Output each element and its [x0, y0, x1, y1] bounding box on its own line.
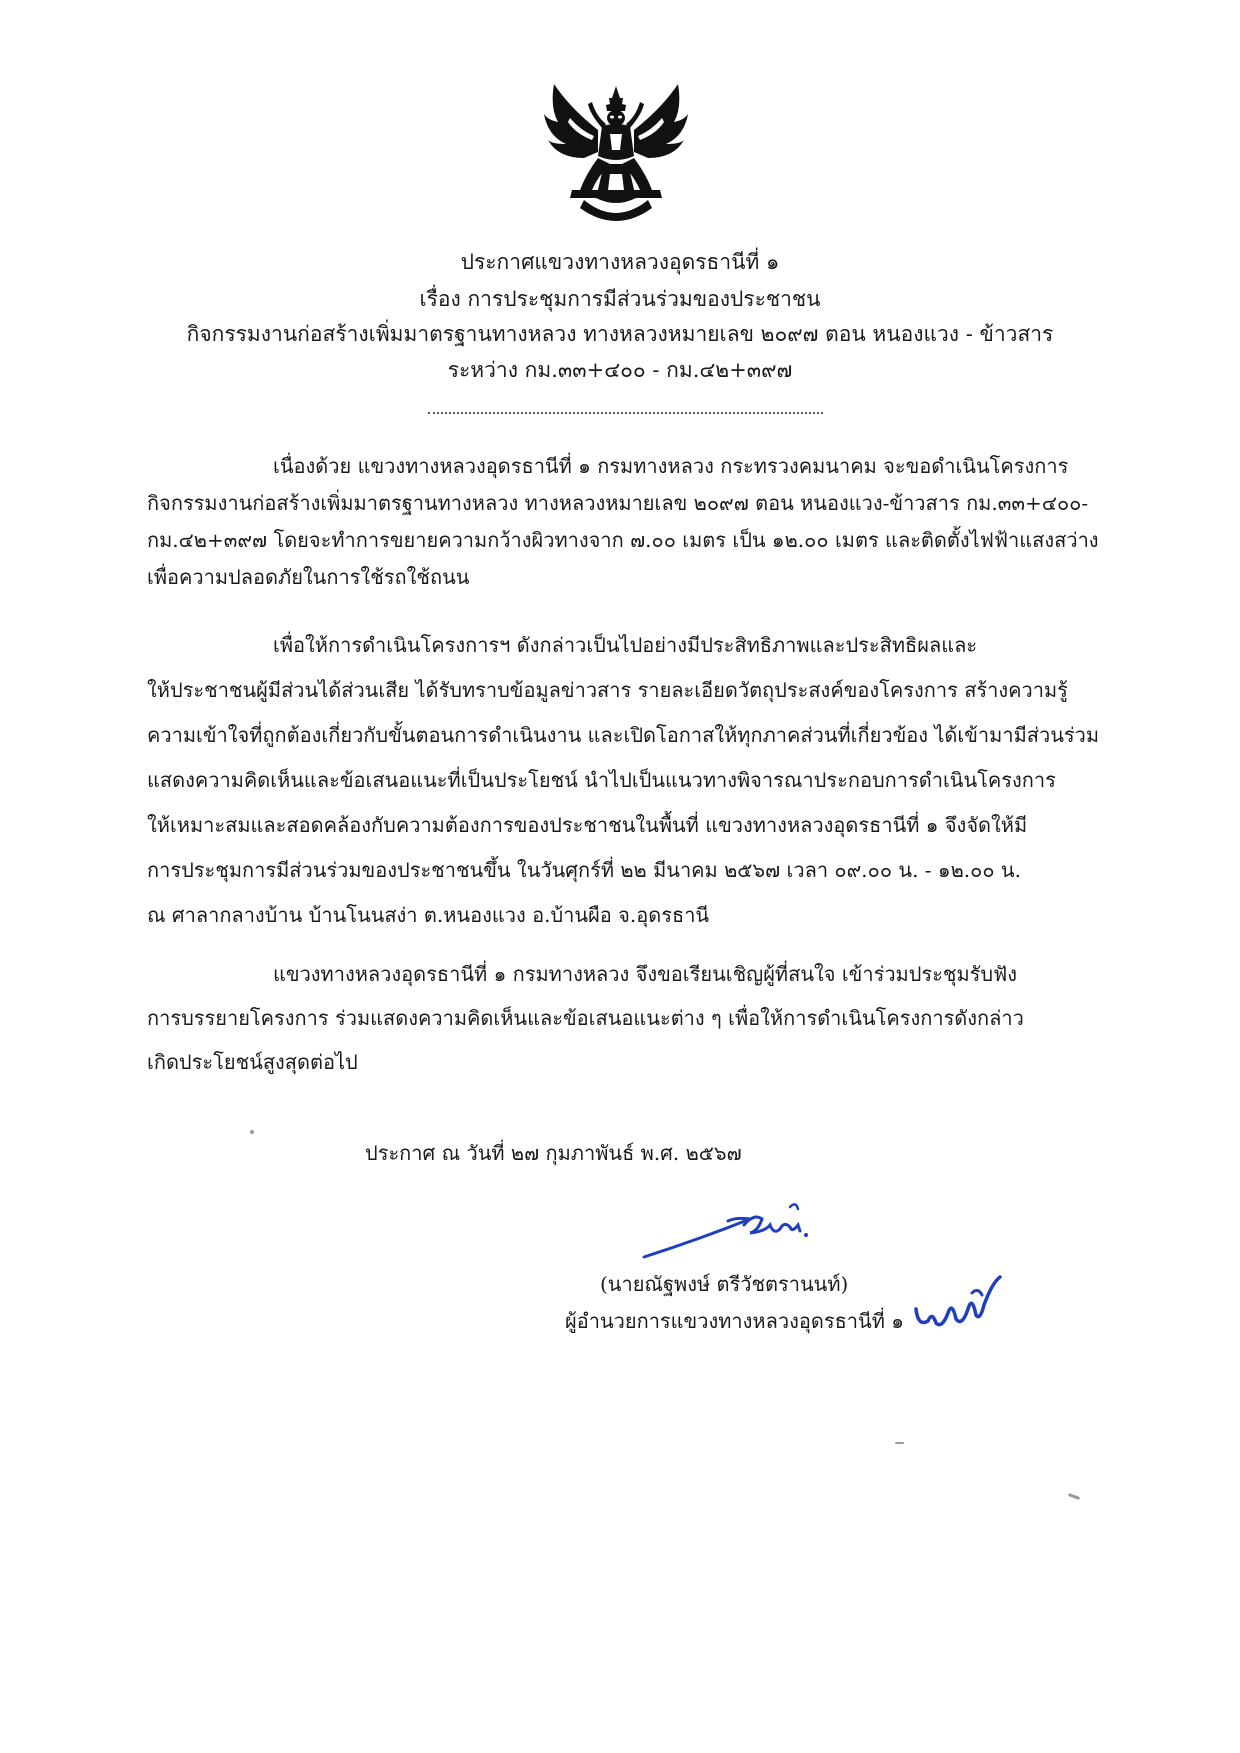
- signature-icon: [640, 1195, 870, 1265]
- paragraph-1: [147, 448, 1115, 596]
- paragraph-2: [147, 623, 1115, 938]
- garuda-emblem-icon: [540, 78, 692, 230]
- paragraph-line: ให้เหมาะสมและสอดคล้องกับความต้องการของประชาชนในพื้นที่ แขวงทางหลวงอุดรธานีที่ ๑ จึงจัดให้มี: [147, 813, 1028, 837]
- paragraph-line: การบรรยายโครงการ ร่วมแสดงความคิดเห็นและข้อเสนอแนะต่าง ๆ เพื่อให้การดำเนินโครงการดังกล่าว: [147, 1006, 1024, 1030]
- scan-speck: [1068, 1493, 1080, 1500]
- paragraph-3: [147, 952, 1115, 1084]
- scan-speck: [895, 1442, 904, 1444]
- announcement-date: ประกาศ ณ วันที่ ๒๗ กุมภาพันธ์ พ.ศ. ๒๕๖๗: [365, 1141, 742, 1165]
- paragraph-line: เพื่อความปลอดภัยในการใช้รถใช้ถนน: [147, 565, 470, 589]
- header-project: กิจกรรมงานก่อสร้างเพิ่มมาตรฐานทางหลวง ทางหลวงหมายเลข ๒๐๙๗ ตอน หนองแวง - ข้าวสาร: [186, 322, 1054, 346]
- paragraph-line: เกิดประโยชน์สูงสุดต่อไป: [147, 1050, 358, 1074]
- initials-icon: [912, 1275, 1007, 1335]
- header-divider: [428, 412, 823, 414]
- paragraph-line: การประชุมการมีส่วนร่วมของประชาชนขึ้น ในวันศุกร์ที่ ๒๒ มีนาคม ๒๕๖๗ เวลา ๐๙.๐๐ น. - ๑๒.๐๐ น.: [147, 858, 1021, 882]
- paragraph-line: เพื่อให้การดำเนินโครงการฯ ดังกล่าวเป็นไปอย่างมีประสิทธิภาพและประสิทธิผลและ: [273, 633, 978, 657]
- paragraph-line: ณ ศาลากลางบ้าน บ้านโนนสง่า ต.หนองแวง อ.บ้านผือ จ.อุดรธานี: [147, 903, 710, 927]
- signatory-position: ผู้อำนวยการแขวงทางหลวงอุดรธานีที่ ๑: [565, 1309, 904, 1333]
- header-title: ประกาศแขวงทางหลวงอุดรธานีที่ ๑: [460, 250, 780, 274]
- paragraph-line: ให้ประชาชนผู้มีส่วนได้ส่วนเสีย ได้รับทราบข้อมูลข่าวสาร รายละเอียดวัตถุประสงค์ของโครงการ สร้างความรู้: [147, 678, 1068, 702]
- header-subject: เรื่อง การประชุมการมีส่วนร่วมของประชาชน: [419, 287, 821, 311]
- header-range: ระหว่าง กม.๓๓+๔๐๐ - กม.๔๒+๓๙๗: [447, 358, 793, 382]
- paragraph-line: แสดงความคิดเห็นและข้อเสนอแนะที่เป็นประโยชน์ นำไปเป็นแนวทางพิจารณาประกอบการดำเนินโครงการ: [147, 768, 1056, 792]
- signatory-name: (นายณัฐพงษ์ ตรีวัชตรานนท์): [600, 1272, 849, 1296]
- paragraph-line: แขวงทางหลวงอุดรธานีที่ ๑ กรมทางหลวง จึงขอเรียนเชิญผู้ที่สนใจ เข้าร่วมประชุมรับฟัง: [273, 962, 1018, 986]
- paragraph-line: ความเข้าใจที่ถูกต้องเกี่ยวกับขั้นตอนการดำเนินงาน และเปิดโอกาสให้ทุกภาคส่วนที่เกี่ยวข้อง ได้เข้ามามีส่วนร่วม: [147, 723, 1100, 747]
- scan-speck: [250, 1130, 254, 1134]
- paragraph-line: กม.๔๒+๓๙๗ โดยจะทำการขยายความกว้างผิวทางจาก ๗.๐๐ เมตร เป็น ๑๒.๐๐ เมตร และติดตั้งไฟฟ้าแสงสว่าง: [147, 528, 1099, 552]
- paragraph-line: กิจกรรมงานก่อสร้างเพิ่มมาตรฐานทางหลวง ทางหลวงหมายเลข ๒๐๙๗ ตอน หนองแวง-ข้าวสาร กม.๓๓+๔๐๐-: [147, 491, 1089, 515]
- paragraph-line: เนื่องด้วย แขวงทางหลวงอุดรธานีที่ ๑ กรมทางหลวง กระทรวงคมนาคม จะขอดำเนินโครงการ: [273, 454, 1069, 478]
